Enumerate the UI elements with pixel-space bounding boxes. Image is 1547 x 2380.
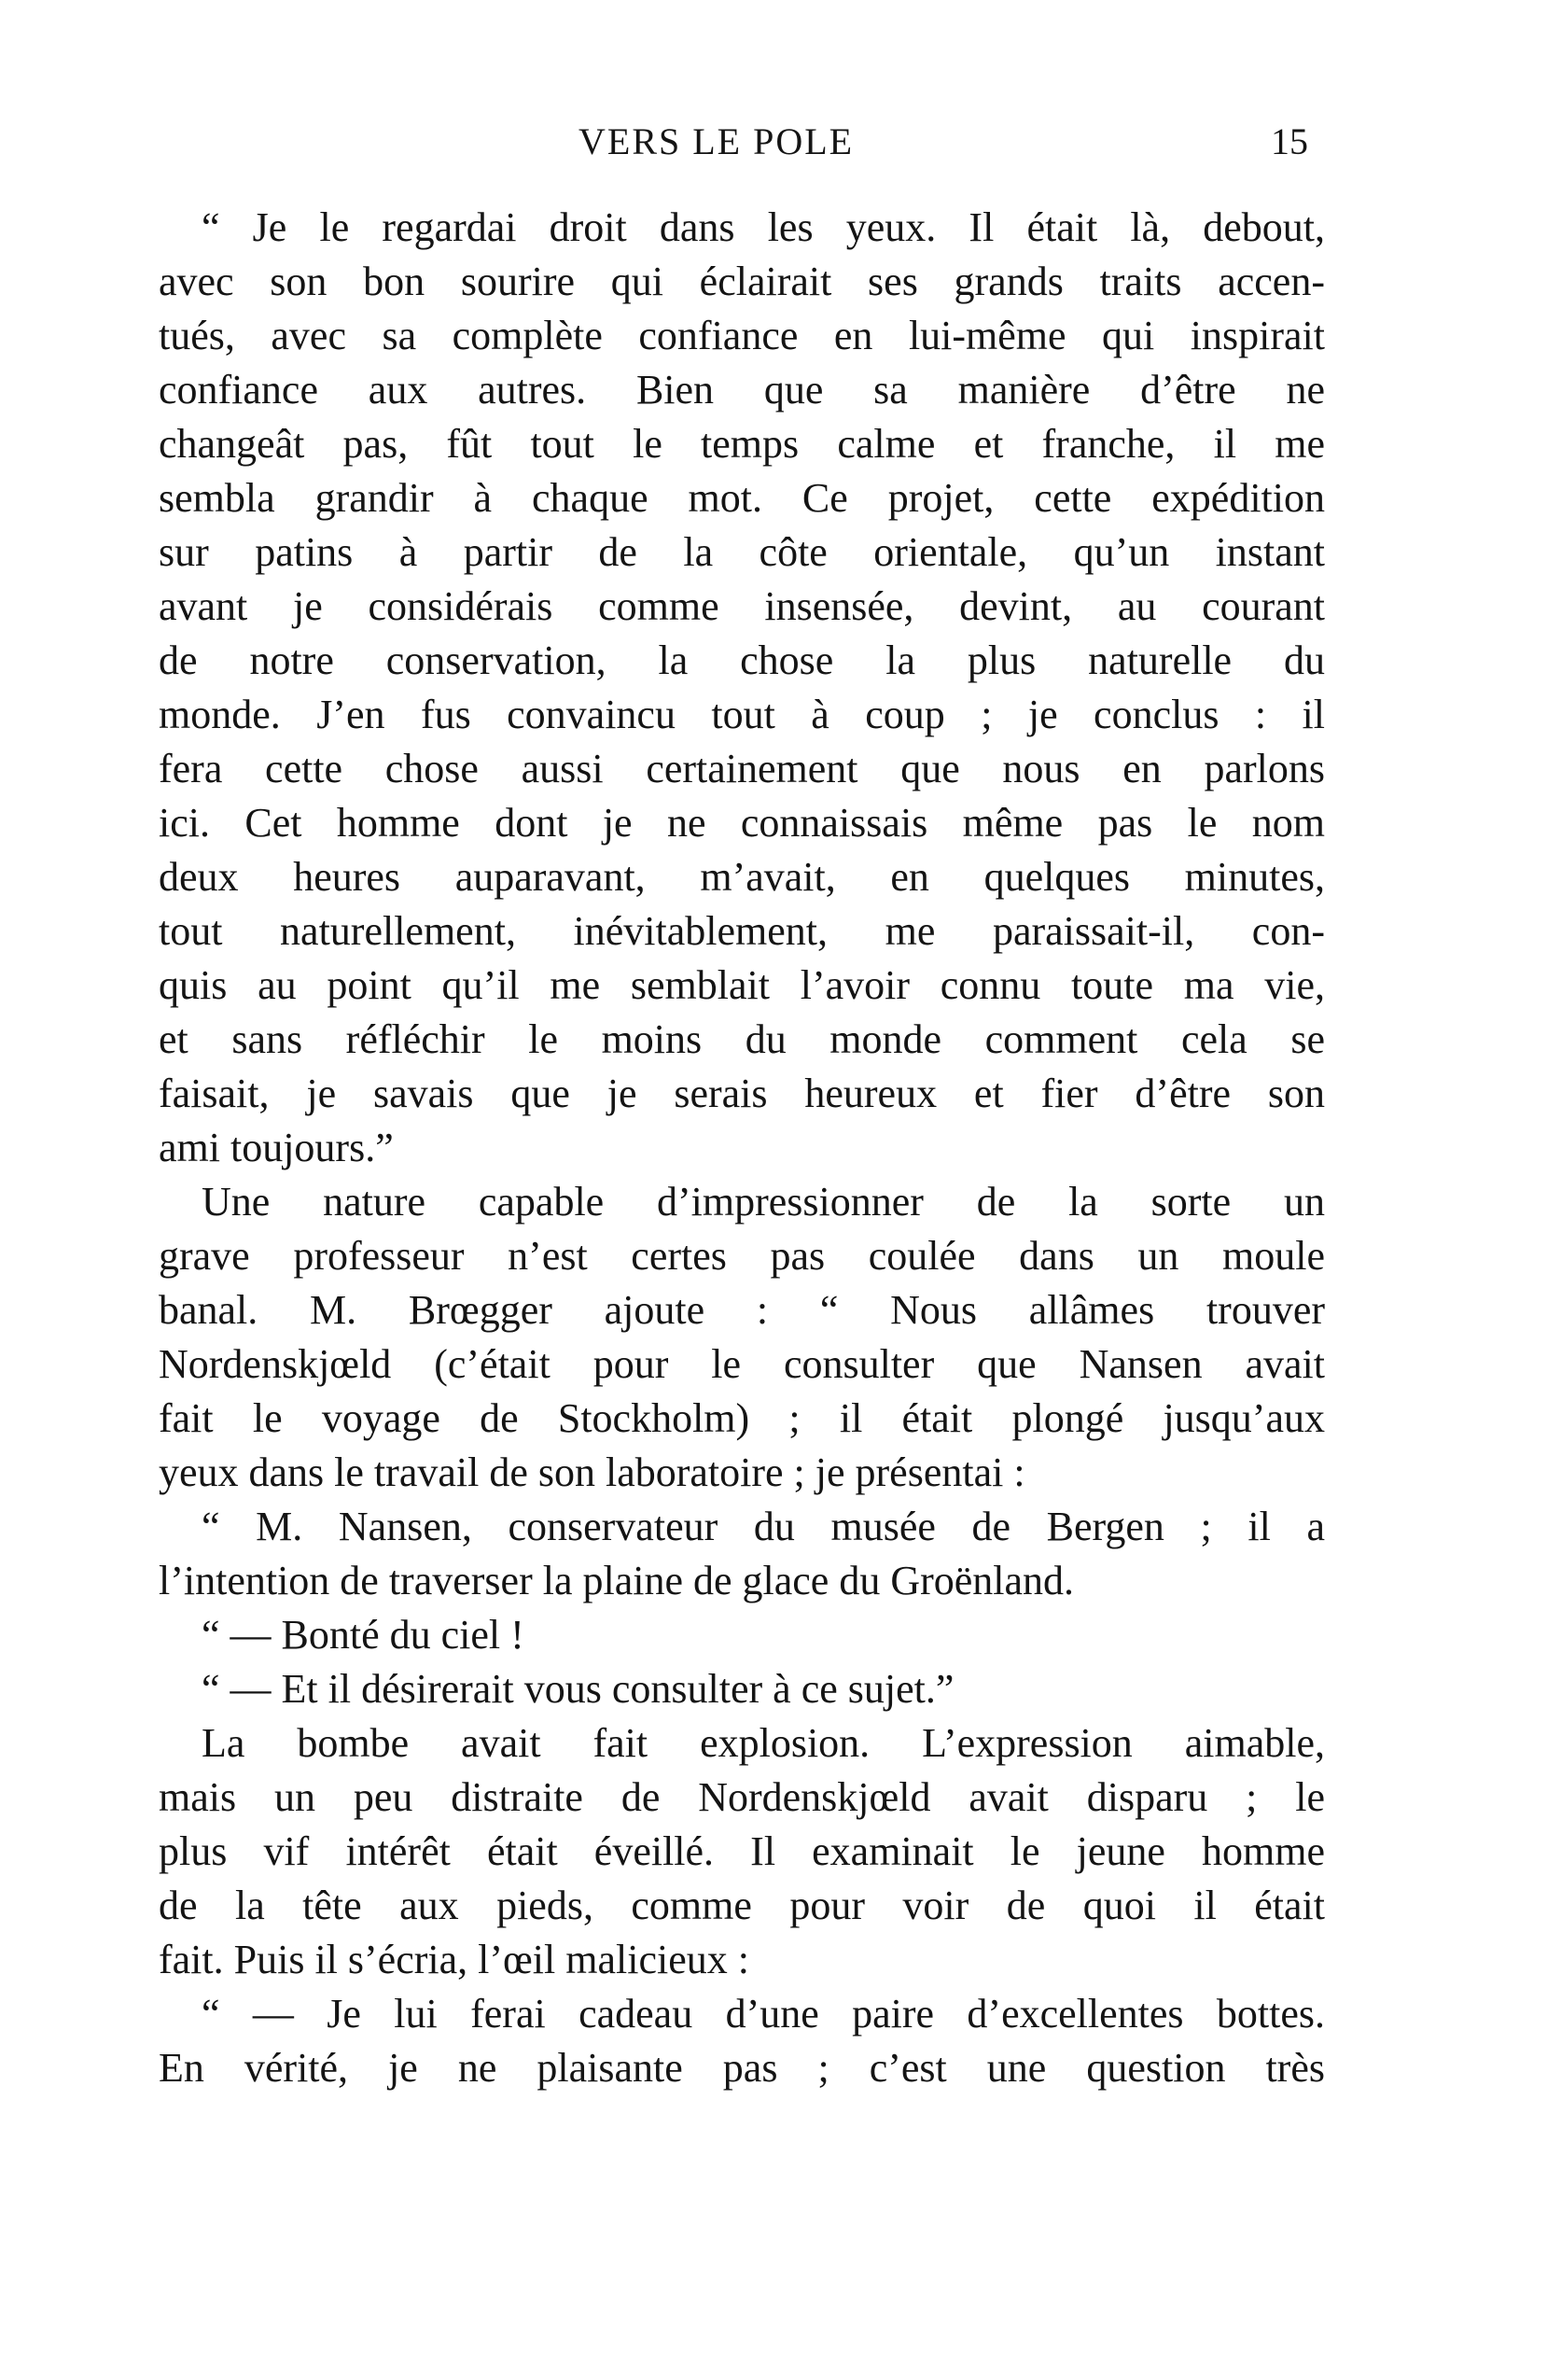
text-line: mais un peu distraite de Nordenskjœld avait disparu ; le bbox=[159, 1774, 1325, 1820]
text-line: “ — Bonté du ciel ! bbox=[202, 1612, 524, 1658]
text-line: tués, avec sa complète confiance en lui-même qui inspirait bbox=[159, 313, 1325, 358]
text-line: quis au point qu’il me semblait l’avoir connu toute ma vie, bbox=[159, 962, 1325, 1008]
text-line: “ Je le regardai droit dans les yeux. Il était là, debout, bbox=[202, 204, 1325, 250]
text-line: de la tête aux pieds, comme pour voir de quoi il était bbox=[159, 1883, 1325, 1928]
text-line: changeât pas, fût tout le temps calme et franche, il me bbox=[159, 421, 1325, 467]
running-head bbox=[0, 119, 1547, 175]
text-line: yeux dans le travail de son laboratoire ; je présentai : bbox=[159, 1449, 1025, 1495]
text-line: ami toujours.” bbox=[159, 1125, 394, 1170]
text-line: La bombe avait fait explosion. L’expression aimable, bbox=[202, 1720, 1325, 1766]
text-line: avant je considérais comme insensée, devint, au courant bbox=[159, 583, 1325, 629]
body-text bbox=[159, 201, 1325, 2095]
text-line: avec son bon sourire qui éclairait ses grands traits accen- bbox=[159, 259, 1325, 304]
text-line: Une nature capable d’impressionner de la sorte un bbox=[202, 1179, 1325, 1225]
running-title: VERS LE POLE bbox=[578, 120, 855, 162]
text-line: de notre conservation, la chose la plus naturelle du bbox=[159, 637, 1325, 683]
text-line: banal. M. Brœgger ajoute : “ Nous allâmes trouver bbox=[159, 1287, 1325, 1333]
text-line: “ M. Nansen, conservateur du musée de Bergen ; il a bbox=[202, 1504, 1325, 1549]
text-line: monde. J’en fus convaincu tout à coup ; je conclus : il bbox=[159, 692, 1325, 737]
text-line: fait. Puis il s’écria, l’œil malicieux : bbox=[159, 1937, 749, 1982]
text-line: et sans réfléchir le moins du monde comment cela se bbox=[159, 1016, 1325, 1062]
text-line: deux heures auparavant, m’avait, en quelques minutes, bbox=[159, 854, 1325, 900]
text-line: Nordenskjœld (c’était pour le consulter que Nansen avait bbox=[159, 1341, 1325, 1387]
text-line: fait le voyage de Stockholm) ; il était plongé jusqu’aux bbox=[159, 1395, 1325, 1441]
text-line: “ — Je lui ferai cadeau d’une paire d’excellentes bottes. bbox=[202, 1991, 1325, 2037]
text-line: ici. Cet homme dont je ne connaissais même pas le nom bbox=[159, 800, 1325, 846]
text-line: l’intention de traverser la plaine de glace du Groënland. bbox=[159, 1558, 1075, 1603]
page-number: 15 bbox=[1271, 120, 1308, 162]
text-line: confiance aux autres. Bien que sa manière d’être ne bbox=[159, 367, 1325, 413]
text-line: faisait, je savais que je serais heureux et fier d’être son bbox=[159, 1071, 1325, 1116]
text-line: sur patins à partir de la côte orientale, qu’un instant bbox=[159, 529, 1325, 575]
text-line: plus vif intérêt était éveillé. Il examinait le jeune homme bbox=[159, 1828, 1325, 1874]
text-line: sembla grandir à chaque mot. Ce projet, cette expédition bbox=[159, 475, 1325, 521]
text-line: fera cette chose aussi certainement que nous en parlons bbox=[159, 746, 1325, 791]
text-line: “ — Et il désirerait vous consulter à ce sujet.” bbox=[202, 1666, 955, 1712]
text-line: grave professeur n’est certes pas coulée dans un moule bbox=[159, 1233, 1325, 1279]
text-line: En vérité, je ne plaisante pas ; c’est une question très bbox=[159, 2045, 1325, 2091]
text-line: tout naturellement, inévitablement, me paraissait-il, con- bbox=[159, 908, 1325, 954]
